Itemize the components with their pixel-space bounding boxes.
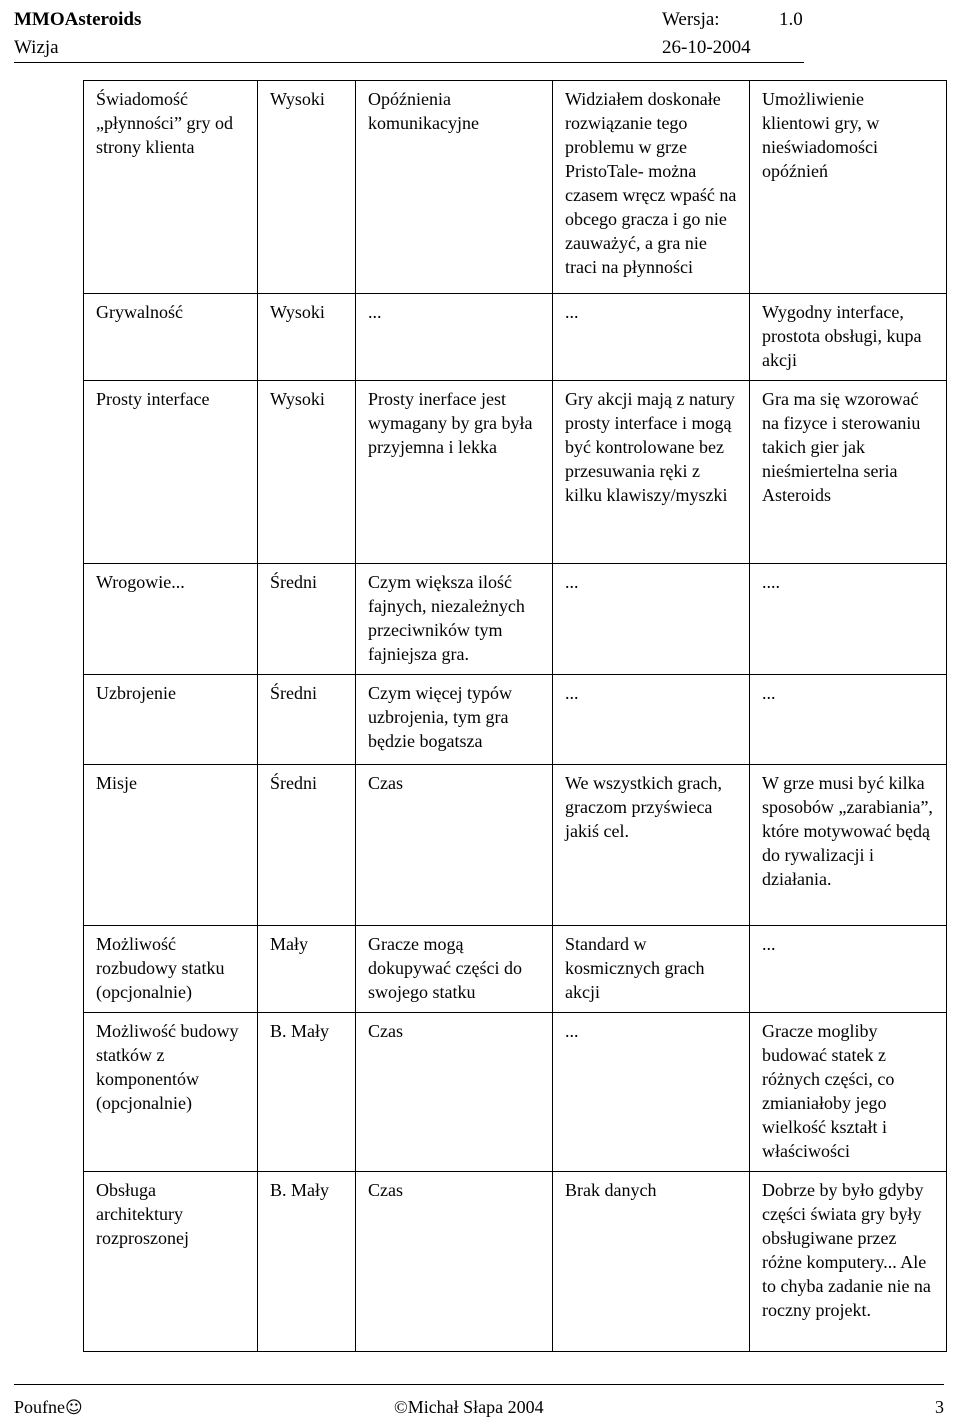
table-cell: ... xyxy=(553,564,750,675)
version-value: 1.0 xyxy=(779,9,803,30)
footer-divider xyxy=(14,1384,944,1385)
table-cell: Gra ma się wzorować na fizyce i sterowaniu takich gier jak nieśmiertelna seria Asteroids xyxy=(750,381,947,564)
footer-confidential xyxy=(14,1396,83,1419)
table-cell: Świadomość „płynności” gry od strony klienta xyxy=(84,81,258,294)
table-row xyxy=(84,926,947,1013)
table-cell: Standard w kosmicznych grach akcji xyxy=(553,926,750,1013)
table-row xyxy=(84,1013,947,1172)
table-cell: Możliwość rozbudowy statku (opcjonalnie) xyxy=(84,926,258,1013)
table-row xyxy=(84,765,947,926)
header-divider xyxy=(14,62,804,63)
table-cell: Średni xyxy=(258,675,356,765)
table-cell: ... xyxy=(553,294,750,381)
table-cell: .... xyxy=(750,564,947,675)
table-row xyxy=(84,675,947,765)
table-cell: Możliwość budowy statków z komponentów (opcjonalnie) xyxy=(84,1013,258,1172)
footer-author xyxy=(394,1396,544,1418)
table-cell: Brak danych xyxy=(553,1172,750,1352)
table-cell: W grze musi być kilka sposobów „zarabiania”, które motywować będą do rywalizacji i działania. xyxy=(750,765,947,926)
table-cell: Mały xyxy=(258,926,356,1013)
table-cell: Wysoki xyxy=(258,81,356,294)
page-header xyxy=(14,6,804,60)
table-cell: Wrogowie... xyxy=(84,564,258,675)
table-cell: Czym większa ilość fajnych, niezależnych przeciwników tym fajniejsza gra. xyxy=(356,564,553,675)
confidential-label: Poufne xyxy=(14,1397,65,1417)
table-cell: B. Mały xyxy=(258,1013,356,1172)
table-cell: Średni xyxy=(258,765,356,926)
table-cell: Gry akcji mają z natury prosty interface i mogą być kontrolowane bez przesuwania ręki z kilku klawiszy/myszki xyxy=(553,381,750,564)
table-cell: Wysoki xyxy=(258,381,356,564)
table-cell: Średni xyxy=(258,564,356,675)
table-cell: Prosty interface xyxy=(84,381,258,564)
table-cell: ... xyxy=(750,675,947,765)
smiley-icon: ☺ xyxy=(65,1398,83,1418)
table-cell: ... xyxy=(553,1013,750,1172)
table-cell: Gracze mogliby budować statek z różnych części, co zmianiałoby jego wielkość kształt i właściwości xyxy=(750,1013,947,1172)
requirements-table xyxy=(83,80,947,1352)
table-cell: Grywalność xyxy=(84,294,258,381)
page-footer xyxy=(14,1384,944,1418)
table-row xyxy=(84,81,947,294)
table-cell: Prosty inerface jest wymagany by gra była przyjemna i lekka xyxy=(356,381,553,564)
table-cell: Umożliwienie klientowi gry, w nieświadomości opóźnień xyxy=(750,81,947,294)
copyright-icon: © xyxy=(394,1397,408,1417)
table-row xyxy=(84,294,947,381)
page-number: 3 xyxy=(935,1397,944,1417)
table-cell: Obsługa architektury rozproszonej xyxy=(84,1172,258,1352)
table-cell: Dobrze by było gdyby części świata gry były obsługiwane przez różne komputery... Ale to chyba zadanie nie na roczny projekt. xyxy=(750,1172,947,1352)
table-cell: Misje xyxy=(84,765,258,926)
table-cell: ... xyxy=(553,675,750,765)
table-row xyxy=(84,381,947,564)
table-cell: Opóźnienia komunikacyjne xyxy=(356,81,553,294)
section-title: Wizja xyxy=(14,37,59,58)
table-cell: Wysoki xyxy=(258,294,356,381)
table-cell: Czas xyxy=(356,1172,553,1352)
table-cell: Czas xyxy=(356,1013,553,1172)
table-cell: Czym więcej typów uzbrojenia, tym gra będzie bogatsza xyxy=(356,675,553,765)
table-cell: Wygodny interface, prostota obsługi, kupa akcji xyxy=(750,294,947,381)
header-row-1 xyxy=(14,8,804,32)
table-cell: Uzbrojenie xyxy=(84,675,258,765)
header-row-2 xyxy=(14,36,804,60)
document-date: 26-10-2004 xyxy=(662,37,751,58)
document-title: MMOAsteroids xyxy=(14,9,142,30)
author-label: Michał Słapa 2004 xyxy=(407,1397,544,1417)
table-cell: B. Mały xyxy=(258,1172,356,1352)
version-label: Wersja: xyxy=(662,9,720,30)
table-cell: ... xyxy=(356,294,553,381)
table-cell: We wszystkich grach, graczom przyświeca jakiś cel. xyxy=(553,765,750,926)
table-cell: Widziałem doskonałe rozwiązanie tego problemu w grze PristoTale- można czasem wręcz wpaść na obcego gracza i go nie zauważyć, a gra nie traci na płynności xyxy=(553,81,750,294)
table-cell: ... xyxy=(750,926,947,1013)
table-cell: Czas xyxy=(356,765,553,926)
table-row xyxy=(84,564,947,675)
table-row xyxy=(84,1172,947,1352)
table-cell: Gracze mogą dokupywać części do swojego statku xyxy=(356,926,553,1013)
